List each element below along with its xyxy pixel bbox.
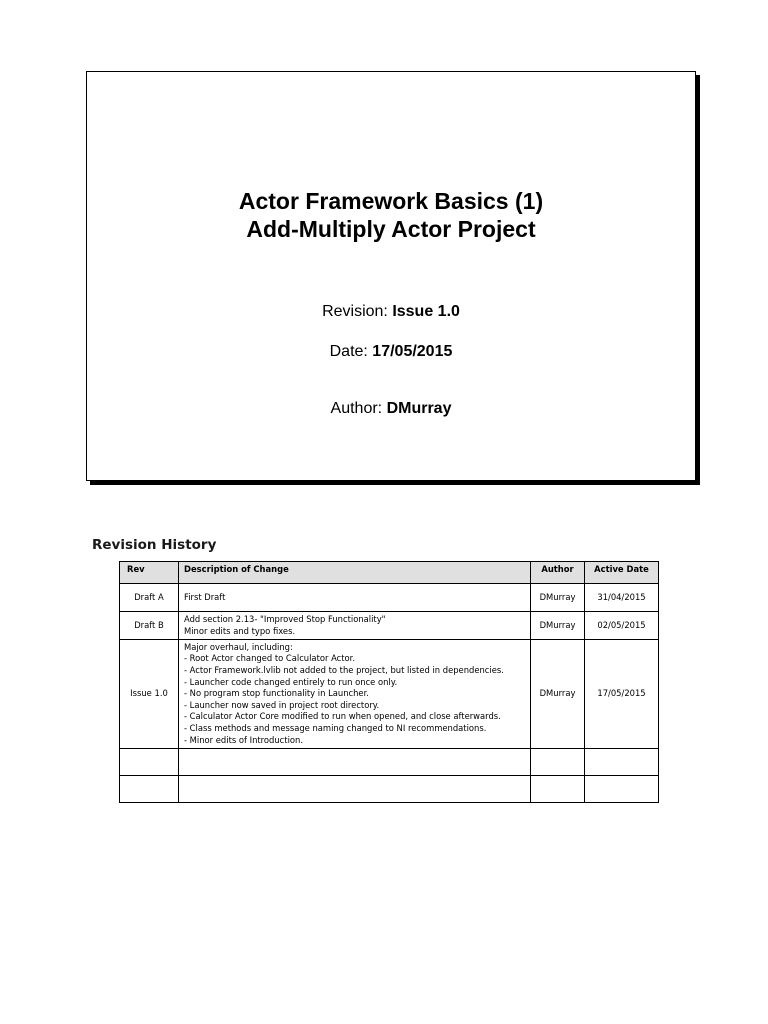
description-cell [179,584,531,612]
document-title-line-1: Actor Framework Basics (1) [238,188,544,214]
rev-cell: Draft A [120,584,179,612]
author-cell: DMurray [531,584,585,612]
table-row [120,612,659,640]
table-row [120,584,659,612]
table-row [120,640,659,749]
column-header-rev: Rev [120,562,179,584]
column-header-author: Author [531,562,585,584]
description-line: Minor edits and typo fixes. [184,625,296,636]
description-line: - Class methods and message naming changed to NI recommendations. [184,722,487,733]
active-date-cell: 31/04/2015 [585,584,659,612]
empty-table-row [120,749,659,776]
revision-line [87,303,695,321]
author-cell: DMurray [531,612,585,640]
revision-label: Revision: [322,303,393,320]
description-line: - Launcher now saved in project root directory. [184,699,380,710]
empty-cell [120,749,179,776]
revision-history-heading: Revision History [92,537,217,553]
active-date-cell: 02/05/2015 [585,612,659,640]
active-date-cell: 17/05/2015 [585,640,659,749]
description-line: - Minor edits of Introduction. [184,734,303,745]
rev-cell: Draft B [120,612,179,640]
empty-cell [120,776,179,803]
description-cell [179,612,531,640]
empty-cell [585,749,659,776]
description-line: Major overhaul, including: [184,641,293,652]
rev-cell: Issue 1.0 [120,640,179,749]
column-header-active-date: Active Date [585,562,659,584]
revision-history-table [119,561,659,803]
table-header-row [120,562,659,584]
description-line: - No program stop functionality in Launcher. [184,688,369,699]
description-line: - Root Actor changed to Calculator Actor. [184,653,356,664]
description-line: - Launcher code changed entirely to run once only. [184,676,398,687]
author-value: DMurray [386,400,452,417]
document-title-line-2: Add-Multiply Actor Project [246,216,536,242]
empty-cell [531,749,585,776]
empty-cell [179,749,531,776]
title-page-box [86,71,696,481]
description-line: - Actor Framework.lvlib not added to the project, but listed in dependencies. [184,665,504,676]
author-label: Author: [330,400,387,417]
author-line [87,400,695,418]
description-line: - Calculator Actor Core modified to run when opened, and close afterwards. [184,711,501,722]
description-line: First Draft [184,591,226,602]
empty-table-row [120,776,659,803]
description-line: Add section 2.13- "Improved Stop Functionality" [184,613,386,624]
empty-cell [179,776,531,803]
author-cell: DMurray [531,640,585,749]
date-label: Date: [329,343,373,360]
date-line [87,343,695,361]
column-header-description: Description of Change [179,562,531,584]
empty-cell [585,776,659,803]
empty-cell [531,776,585,803]
document-title [87,187,695,243]
date-value: 17/05/2015 [372,343,453,360]
description-cell [179,640,531,749]
revision-value: Issue 1.0 [392,303,460,320]
